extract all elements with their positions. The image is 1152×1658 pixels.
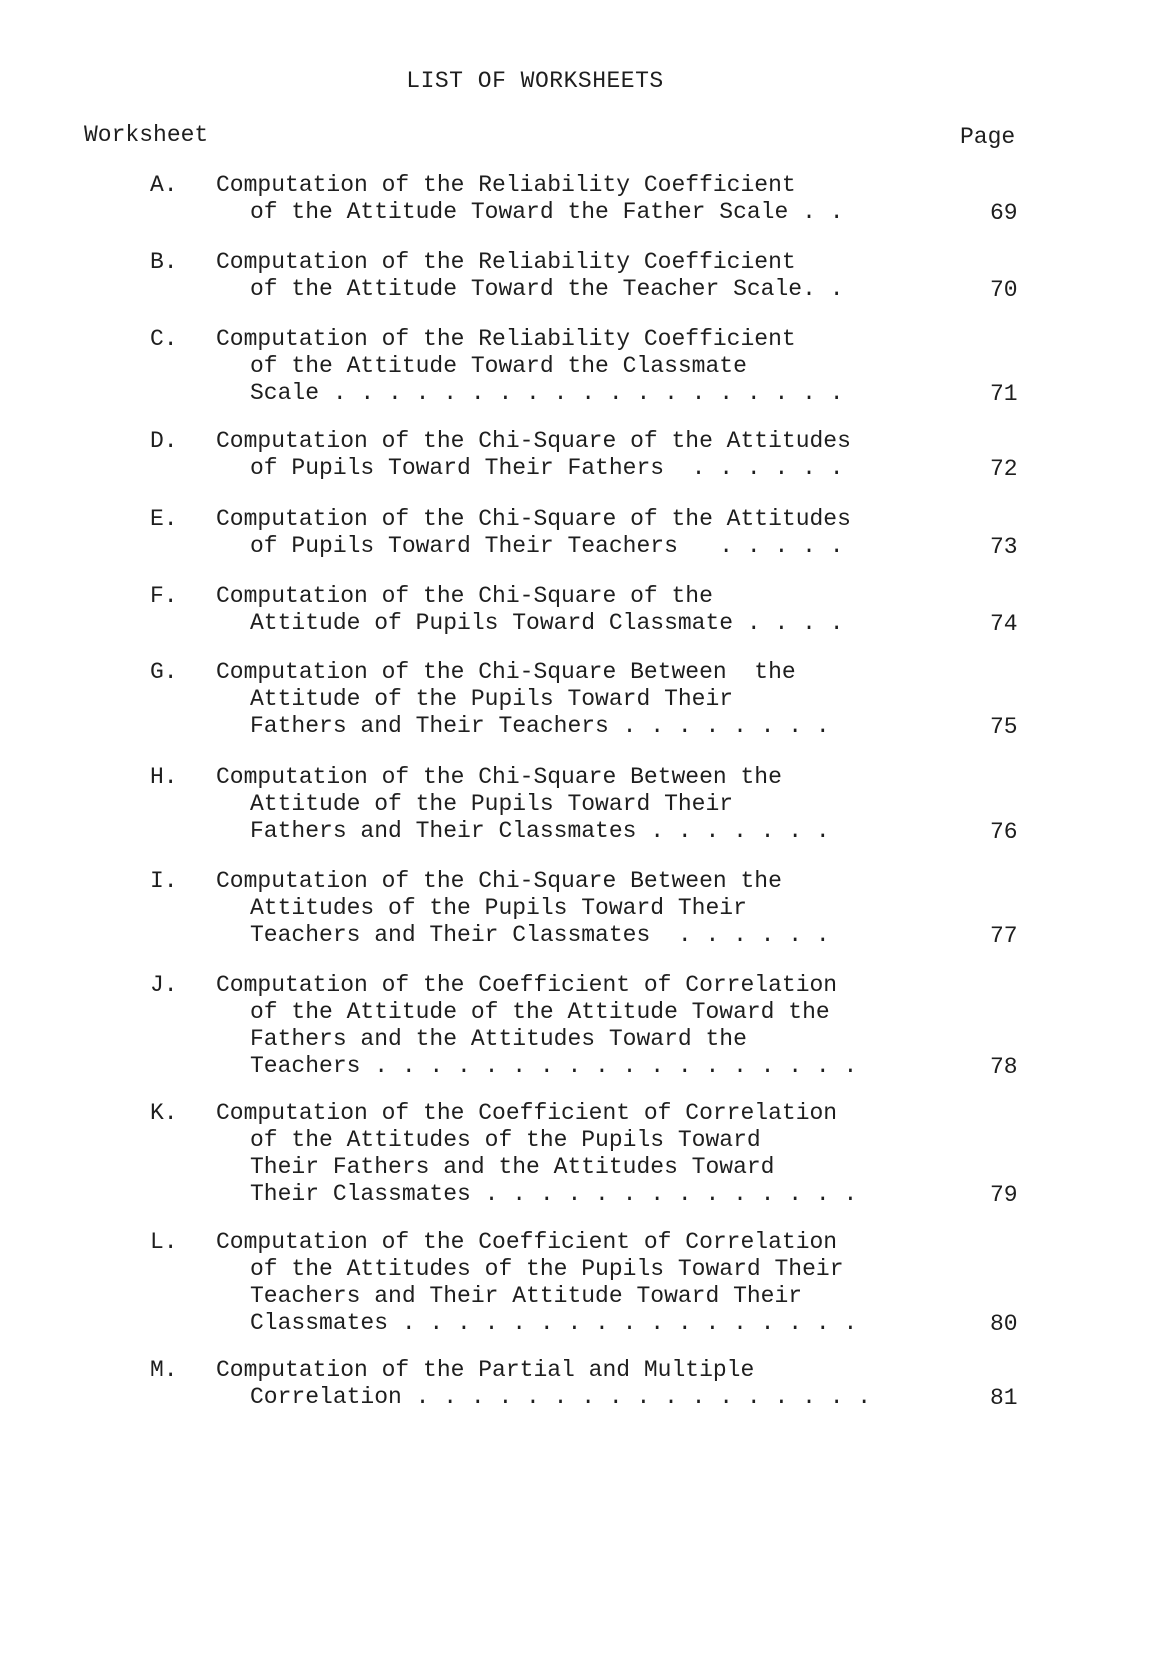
worksheet-title-line: of the Attitudes of the Pupils Toward bbox=[250, 1127, 761, 1153]
worksheet-title-line: of the Attitude of the Attitude Toward the bbox=[250, 999, 830, 1025]
page-number: 73 bbox=[990, 534, 1018, 560]
worksheet-title-line: Computation of the Reliability Coefficient bbox=[216, 172, 796, 198]
worksheet-title-line: Their Classmates . . . . . . . . . . . . . . bbox=[250, 1181, 858, 1207]
worksheet-title bbox=[216, 1100, 857, 1208]
worksheet-title-line: Computation of the Partial and Multiple bbox=[216, 1357, 755, 1383]
page-number: 75 bbox=[990, 714, 1018, 740]
worksheet-title-line: Computation of the Coefficient of Correlation bbox=[216, 1229, 838, 1255]
worksheet-letter: D. bbox=[150, 428, 178, 454]
page-number: 70 bbox=[990, 277, 1018, 303]
worksheet-title-line: Fathers and the Attitudes Toward the bbox=[250, 1026, 747, 1052]
worksheet-title-line: Computation of the Chi-Square of the Attitudes bbox=[216, 506, 851, 532]
worksheet-title-line: Fathers and Their Classmates . . . . . . . bbox=[250, 818, 830, 844]
worksheet-title-line: of the Attitude Toward the Classmate bbox=[250, 353, 747, 379]
page-number: 72 bbox=[990, 456, 1018, 482]
worksheet-title-line: of the Attitude Toward the Teacher Scale. . bbox=[250, 276, 844, 302]
worksheet-title-line: Scale . . . . . . . . . . . . . . . . . . . bbox=[250, 380, 844, 406]
worksheet-title-line: Computation of the Coefficient of Correlation bbox=[216, 972, 838, 998]
worksheet-title bbox=[216, 972, 857, 1080]
worksheet-title-line: Attitudes of the Pupils Toward Their bbox=[250, 895, 747, 921]
worksheet-title bbox=[216, 659, 830, 740]
page-number: 79 bbox=[990, 1182, 1018, 1208]
worksheet-title-line: of the Attitudes of the Pupils Toward Their bbox=[250, 1256, 844, 1282]
worksheet-letter: B. bbox=[150, 249, 178, 275]
worksheet-title bbox=[216, 583, 844, 637]
worksheet-letter: F. bbox=[150, 583, 178, 609]
page-number: 78 bbox=[990, 1054, 1018, 1080]
worksheet-title-line: of Pupils Toward Their Teachers . . . . . bbox=[250, 533, 844, 559]
worksheet-title-line: Computation of the Reliability Coefficient bbox=[216, 326, 796, 352]
worksheet-title bbox=[216, 764, 830, 845]
worksheet-title-line: of the Attitude Toward the Father Scale . . bbox=[250, 199, 844, 225]
worksheet-title bbox=[216, 172, 844, 226]
worksheet-title-line: Attitude of Pupils Toward Classmate . . . . bbox=[250, 610, 844, 636]
worksheet-title-line: Teachers . . . . . . . . . . . . . . . . . . bbox=[250, 1053, 858, 1079]
worksheet-title-line: Fathers and Their Teachers . . . . . . . . bbox=[250, 713, 830, 739]
worksheet-title-line: Computation of the Chi-Square of the Attitudes bbox=[216, 428, 851, 454]
worksheet-letter: H. bbox=[150, 764, 178, 790]
worksheet-title bbox=[216, 868, 830, 949]
page-number: 80 bbox=[990, 1311, 1018, 1337]
worksheet-title-line: Computation of the Chi-Square Between the bbox=[216, 868, 782, 894]
page-number: 77 bbox=[990, 923, 1018, 949]
worksheet-title-line: Attitude of the Pupils Toward Their bbox=[250, 791, 734, 817]
worksheet-title-line: Their Fathers and the Attitudes Toward bbox=[250, 1154, 775, 1180]
worksheet-title-line: Teachers and Their Attitude Toward Their bbox=[250, 1283, 803, 1309]
worksheet-title bbox=[216, 428, 851, 482]
page-column-header: Page bbox=[960, 124, 1016, 150]
worksheet-letter: L. bbox=[150, 1229, 178, 1255]
worksheet-title bbox=[216, 326, 844, 407]
worksheet-title bbox=[216, 506, 851, 560]
worksheet-letter: G. bbox=[150, 659, 178, 685]
worksheet-letter: C. bbox=[150, 326, 178, 352]
worksheet-title bbox=[216, 1229, 857, 1337]
worksheet-title-line: Attitude of the Pupils Toward Their bbox=[250, 686, 734, 712]
worksheet-title-line: Correlation . . . . . . . . . . . . . . . . . bbox=[250, 1384, 872, 1410]
worksheet-letter: E. bbox=[150, 506, 178, 532]
page-number: 81 bbox=[990, 1385, 1018, 1411]
worksheet-title-line: Computation of the Chi-Square Between the bbox=[216, 764, 782, 790]
worksheet-title-line: Teachers and Their Classmates . . . . . . bbox=[250, 922, 830, 948]
page-number: 74 bbox=[990, 611, 1018, 637]
worksheet-letter: K. bbox=[150, 1100, 178, 1126]
worksheet-title-line: Classmates . . . . . . . . . . . . . . . . . bbox=[250, 1310, 858, 1336]
worksheet-title-line: Computation of the Coefficient of Correlation bbox=[216, 1100, 838, 1126]
worksheet-letter: A. bbox=[150, 172, 178, 198]
worksheet-title-line: Computation of the Chi-Square of the bbox=[216, 583, 713, 609]
worksheet-title bbox=[216, 1357, 871, 1411]
worksheet-column-header: Worksheet bbox=[84, 122, 209, 148]
worksheet-letter: I. bbox=[150, 868, 178, 894]
page-title: LIST OF WORKSHEETS bbox=[406, 68, 664, 94]
worksheet-letter: J. bbox=[150, 972, 178, 998]
worksheet-title-line: Computation of the Chi-Square Between the bbox=[216, 659, 796, 685]
page-number: 69 bbox=[990, 200, 1018, 226]
page-number: 71 bbox=[990, 381, 1018, 407]
page-number: 76 bbox=[990, 819, 1018, 845]
worksheet-title bbox=[216, 249, 844, 303]
worksheet-title-line: Computation of the Reliability Coefficient bbox=[216, 249, 796, 275]
worksheet-letter: M. bbox=[150, 1357, 178, 1383]
worksheet-title-line: of Pupils Toward Their Fathers . . . . . . bbox=[250, 455, 844, 481]
